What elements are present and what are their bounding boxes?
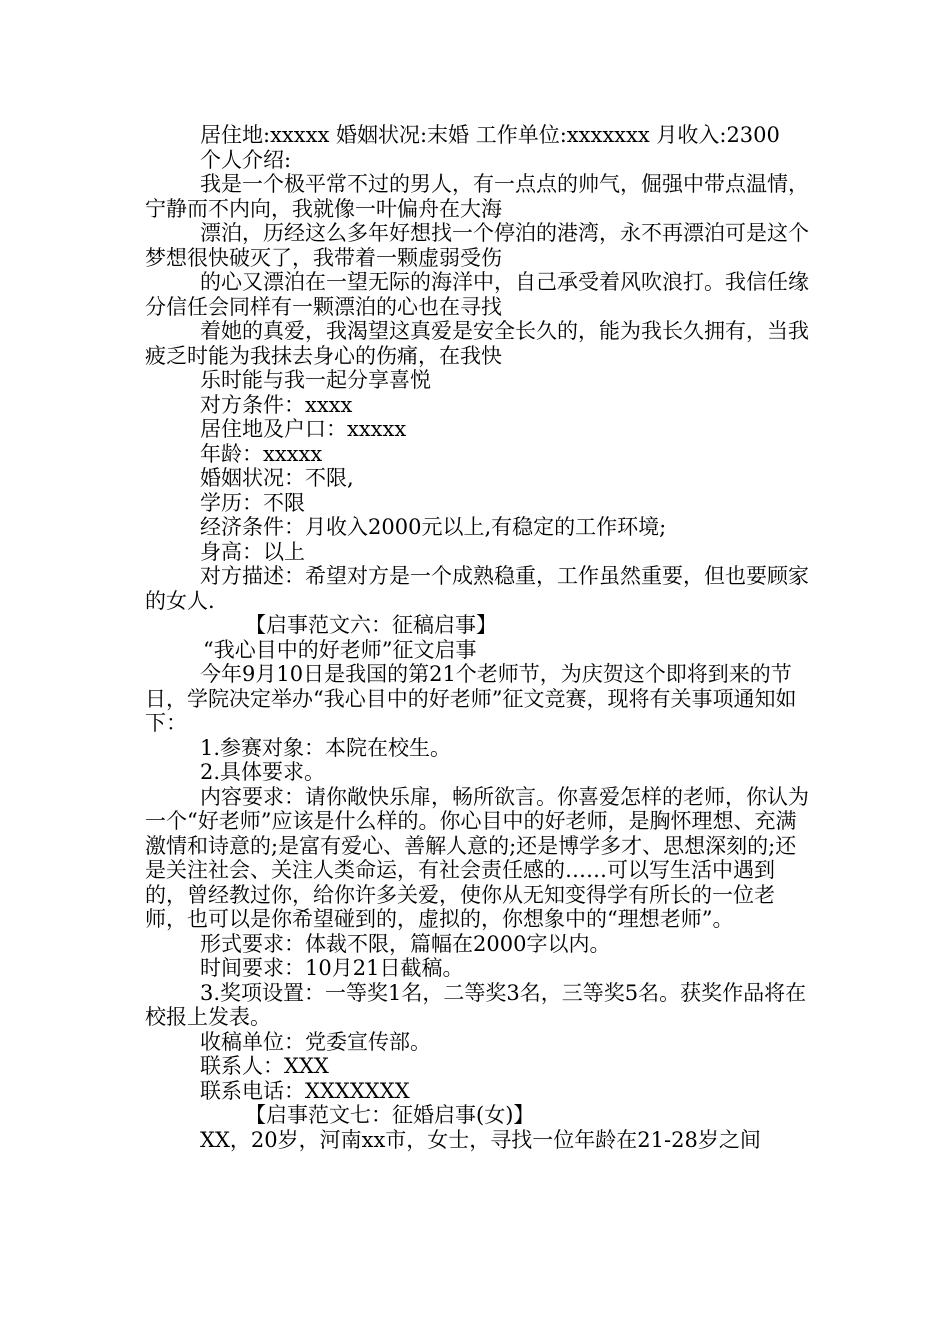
paragraph: 形式要求：体裁不限，篇幅在2000字以内。 bbox=[200, 931, 611, 956]
paragraph: 婚姻状况：不限, bbox=[200, 466, 354, 490]
paragraph: 1.参赛对象：本院在校生。 bbox=[200, 735, 452, 760]
paragraph: 漂泊，历经这么多年好想找一个停泊的港湾，永不再漂泊可是这个梦想很快破灭了，我带着一颗虚弱受伤 bbox=[145, 221, 809, 270]
paragraph: 学历：不限 bbox=[200, 490, 305, 515]
paragraph: 对方描述：希望对方是一个成熟稳重，工作虽然重要，但也要顾家的女人. bbox=[145, 564, 809, 613]
paragraph: 居住地及户口：xxxxx bbox=[200, 417, 407, 441]
paragraph: 年龄：xxxxx bbox=[200, 441, 323, 466]
section-heading: 【启事范文七：征婚启事(女)】 bbox=[245, 1103, 535, 1127]
paragraph: 身高：以上 bbox=[200, 539, 305, 564]
paragraph: 乐时能与我一起分享喜悦 bbox=[200, 368, 431, 392]
section-heading: 【启事范文六：征稿启事】 bbox=[245, 613, 497, 637]
paragraph: 2.具体要求。 bbox=[200, 760, 326, 784]
paragraph: 内容要求：请你敞快乐扉，畅所欲言。你喜爱怎样的老师，你认为一个“好老师”应该是什么样的。你心目中的好老师，是胸怀理想、充满激情和诗意的;是富有爱心、善解人意的;还是博学多才、思想深刻的;还是关注社会、关注人类命运，有社会责任感的……可以写生活中遇到的，曾经教过你，给你许多关爱，使你从无知变得学有所长的一位老师，也可以是你希望碰到的，虚拟的，你想象中的“理想老师”。 bbox=[145, 784, 809, 931]
notice-title: “我心目中的好老师”征文启事 bbox=[203, 637, 477, 662]
paragraph: 收稿单位：党委宣传部。 bbox=[200, 1029, 431, 1054]
paragraph: 时间要求：10月21日截稿。 bbox=[200, 956, 464, 980]
paragraph: 的心又漂泊在一望无际的海洋中，自己承受着风吹浪打。我信任缘分信任会同样有一颗漂泊的心也在寻找 bbox=[145, 270, 809, 319]
paragraph: 经济条件：月收入2000元以上,有稳定的工作环境; bbox=[200, 515, 667, 539]
paragraph: XX，20岁，河南xx市，女士，寻找一位年龄在21-28岁之间 bbox=[200, 1127, 761, 1152]
paragraph: 联系电话：XXXXXXX bbox=[200, 1078, 410, 1103]
paragraph: 今年9月10日是我国的第21个老师节，为庆贺这个即将到来的节日，学院决定举办“我心目中的好老师”征文竞赛，现将有关事项通知如下： bbox=[145, 662, 797, 735]
paragraph: 个人介绍: bbox=[200, 147, 292, 172]
paragraph: 联系人：XXX bbox=[200, 1054, 329, 1078]
paragraph: 着她的真爱，我渴望这真爱是安全长久的，能为我长久拥有，当我疲乏时能为我抹去身心的伤痛，在我快 bbox=[145, 319, 809, 368]
paragraph: 3.奖项设置：一等奖1名，二等奖3名，三等奖5名。获奖作品将在校报上发表。 bbox=[145, 980, 807, 1029]
paragraph: 我是一个极平常不过的男人，有一点点的帅气，倔强中带点温情，宁静而不内向，我就像一叶偏舟在大海 bbox=[145, 172, 809, 221]
paragraph: 对方条件：xxxx bbox=[200, 392, 353, 417]
paragraph: 居住地:xxxxx 婚姻状况:末婚 工作单位:xxxxxxx 月收入:2300 bbox=[200, 123, 780, 147]
document-body bbox=[145, 123, 810, 1152]
